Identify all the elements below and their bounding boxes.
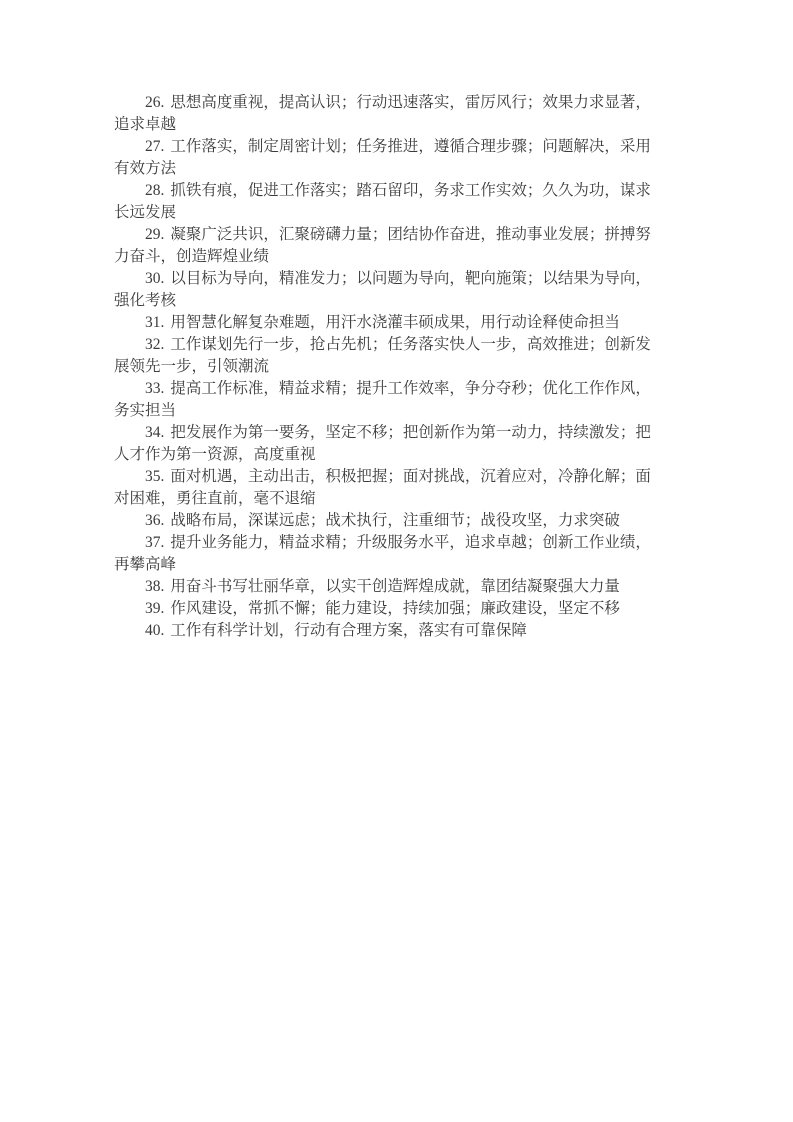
item-number: 40.	[145, 622, 165, 639]
list-item	[114, 136, 662, 180]
item-text: 以目标为导向，精准发力；以问题为导向，靶向施策；以结果为导向，强化考核	[114, 270, 651, 309]
item-number: 31.	[145, 314, 165, 331]
list-item	[114, 312, 662, 334]
item-number: 39.	[145, 600, 165, 617]
list-item	[114, 180, 662, 224]
item-number: 36.	[145, 512, 165, 529]
list-item	[114, 620, 662, 642]
list-item	[114, 510, 662, 532]
list-item	[114, 466, 662, 510]
item-text: 凝聚广泛共识，汇聚磅礴力量；团结协作奋进，推动事业发展；拼搏努力奋斗，创造辉煌业绩	[114, 226, 651, 265]
item-text: 战略布局，深谋远虑；战术执行，注重细节；战役攻坚，力求突破	[170, 512, 620, 529]
item-number: 33.	[145, 380, 165, 397]
list-item	[114, 224, 662, 268]
item-number: 32.	[145, 336, 165, 353]
item-text: 把发展作为第一要务，坚定不移；把创新作为第一动力，持续激发；把人才作为第一资源，高度重视	[114, 424, 651, 463]
list-item	[114, 378, 662, 422]
item-number: 29.	[145, 226, 165, 243]
list-item	[114, 268, 662, 312]
list-item	[114, 92, 662, 136]
item-text: 面对机遇，主动出击，积极把握；面对挑战，沉着应对，冷静化解；面对困难，勇往直前，毫不退缩	[114, 468, 651, 507]
item-text: 工作落实，制定周密计划；任务推进，遵循合理步骤；问题解决，采用有效方法	[114, 138, 651, 177]
numbered-list	[114, 92, 662, 642]
item-number: 30.	[145, 270, 165, 287]
list-item	[114, 422, 662, 466]
item-number: 38.	[145, 578, 165, 595]
item-text: 工作谋划先行一步，抢占先机；任务落实快人一步，高效推进；创新发展领先一步，引领潮流	[114, 336, 651, 375]
item-number: 37.	[145, 534, 165, 551]
item-text: 工作有科学计划，行动有合理方案，落实有可靠保障	[170, 622, 527, 639]
item-text: 提升业务能力，精益求精；升级服务水平，追求卓越；创新工作业绩，再攀高峰	[114, 534, 651, 573]
list-item	[114, 334, 662, 378]
item-text: 用奋斗书写壮丽华章，以实干创造辉煌成就，靠团结凝聚强大力量	[170, 578, 620, 595]
list-item	[114, 576, 662, 598]
list-item	[114, 598, 662, 620]
item-text: 用智慧化解复杂难题，用汗水浇灌丰硕成果，用行动诠释使命担当	[170, 314, 620, 331]
item-number: 28.	[145, 182, 165, 199]
item-text: 抓铁有痕，促进工作落实；踏石留印，务求工作实效；久久为功，谋求长远发展	[114, 182, 651, 221]
item-text: 作风建设，常抓不懈；能力建设，持续加强；廉政建设，坚定不移	[170, 600, 620, 617]
item-number: 27.	[145, 138, 165, 155]
item-number: 34.	[145, 424, 165, 441]
item-number: 26.	[145, 94, 165, 111]
item-text: 提高工作标准，精益求精；提升工作效率，争分夺秒；优化工作作风，务实担当	[114, 380, 651, 419]
item-text: 思想高度重视，提高认识；行动迅速落实，雷厉风行；效果力求显著，追求卓越	[114, 94, 651, 133]
item-number: 35.	[145, 468, 165, 485]
list-item	[114, 532, 662, 576]
